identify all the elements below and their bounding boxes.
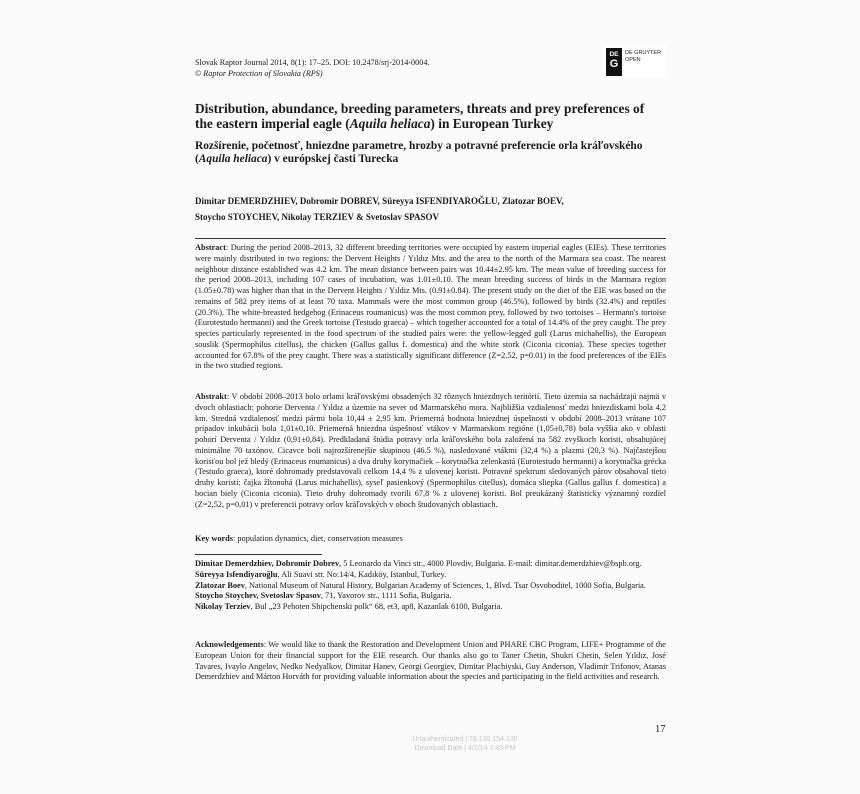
abstract-divider <box>195 238 666 239</box>
footnote-divider <box>195 554 322 555</box>
logo-text-open: OPEN <box>625 57 641 63</box>
article-title-slovak <box>195 140 665 166</box>
journal-citation: Slovak Raptor Journal 2014, 8(1): 17–25. DOI: 10.2478/srj-2014-0004. <box>195 58 430 67</box>
contact-name: Dimitar Demerdzhiev, Dobromir Dobrev <box>195 559 340 568</box>
author-list <box>195 193 665 225</box>
contact-entry <box>195 581 666 592</box>
title-sk-part2: ) v európskej časti Turecka <box>267 153 399 165</box>
download-watermark <box>380 735 550 753</box>
watermark-line-1: Unauthenticated | 78.130.154.130 <box>412 736 518 743</box>
title-sk-part1: Rozšírenie, početnosť, hniezdne parametre, hrozby a potravné preferencie orla kráľovského ( <box>195 140 643 165</box>
contact-address: , Bul „23 Pehoten Shipchenski polk“ 68, et3, ap8, Kazanlak 6100, Bulgaria. <box>250 602 503 611</box>
publisher-logo-text <box>625 50 661 64</box>
contact-entry <box>195 559 666 570</box>
abstract-sk-text: : V období 2008–2013 bolo orlami kráľovskými obsadených 32 rôznych hniezdnych teritórií. Tieto územia sa nachádzajú najmä v dvoch oblastiach: pohorie Derventa / Yıldız a územie na sever od Marmarského mora. Najbližšia vzdialenosť medzi hniezdiskami bola 4,2 km. Stredná vzdialenosť medzi pármi bola 10,44 ± 2,95 km. Priemerná hodnota hniezdnej úspešnosti v období 2008–2013 vrátane 107 prípadov inkubácii bola 1,01±0,10. Priemerná hniezdna úspešnosť vtákov v Marmarskom regióne (1,05±0,78) bola vyššia ako v oblasti pohorí Derventa / Yıldız (0,91±0,84). Predkladaná štúdia potravy orla kráľovského bola založená na 582 zvyškoch koristi, obsahujúcej minimálne 70 taxónov. Cicavce boli najrozšírenejšie skupinou (46.5 %), nasledované vtákmi (32,4 %) a plazmi (20,3 %). Najčastejšou korisťou bol jež bledý (Erinaceus roumanicus) a dva druhy korytnačiek – korytnačka zelenkastá (Eurotestudo hermanni) a korytnačka grécka (Testudo graeca), ktoré dohromady predstavovali celkom 14,4 % z ulovenej koristi. Potravné spektrum sledovaných párov obsahoval tieto druhy koristi: čajka žltonohá (Larus michahellis), syseľ pasienkový (Spermophilus citellus), domáca sliepka (Gallus gallus f. domestica) a bocian biely (Ciconia ciconia). Tieto druhy dohromady tvorili 67,8 % z ulovenej koristi. Bol preukázaný štatisticky významný rozdiel (Z=2,52, p=0,01) v preferencii potravy orlov kráľovských v oboch študovaných oblastiach. <box>195 392 666 509</box>
contact-address: , 5 Leonardo da Vinci str., 4000 Plovdiv, Bulgaria. E-mail: dimitar.demerdzhiev@bspb.org. <box>339 559 642 568</box>
journal-header <box>195 58 429 79</box>
publisher-logo <box>604 46 666 78</box>
contact-entry <box>195 591 666 602</box>
article-title-english <box>195 101 665 131</box>
contact-address: , National Museum of Natural History, Bulgarian Academy of Sciences, 1, Blvd. Tsar Osvoboditel, 1000 Sofia, Bulgaria. <box>244 580 646 590</box>
contact-name: Süreyya Isfendiyaroğlu <box>195 569 278 579</box>
logo-mark-top: DE <box>609 51 619 58</box>
authors-line-2: Stoycho STOYCHEV, Nikolay TERZIEV & Svetoslav SPASOV <box>195 212 439 222</box>
keywords-label: Key words <box>195 534 234 543</box>
acknowledgements-text: : We would like to thank the Restoration and Development Union and PHARE CBC Program, LIFE+ Programme of the European Union for their financial support for the EIE research. Our thanks also go to Taner Chetin, Shukri Chetin, Selen Yıldız, José Tavares, Ivaylo Angelov, Nedko Nedyalkov, Dimitar Hanev, Georgi Georgiev, Dimitar Plachiyski, Guy Anderson, Vladimir Trifonov, Atanas Demerdzhiev and Márton Horváth for providing valuable information about the species and participating in the field activities and research. <box>195 640 666 682</box>
publisher-logo-mark <box>606 48 622 76</box>
contact-name: Stoycho Stoychev, Svetoslav Spasov <box>195 591 321 601</box>
contact-address: , 71, Yavorov str., 1111 Sofia, Bulgaria. <box>320 591 452 601</box>
watermark-line-2: Download Date | 4/1/14 7:43 PM <box>414 745 516 752</box>
keywords-text: : population dynamics, diet, conservation measures <box>233 534 403 543</box>
contact-entry <box>195 602 666 613</box>
author-contacts <box>195 559 666 613</box>
abstract-slovak <box>195 392 666 510</box>
authors-line-1: Dimitar DEMERDZHIEV, Dobromir DOBREV, Süreyya ISFENDIYAROĞLU, Zlatozar BOEV, <box>195 196 564 206</box>
keywords <box>195 534 666 545</box>
logo-mark-bottom: G <box>609 58 619 70</box>
contact-name: Zlatozar Boev <box>195 580 245 590</box>
abstract-en-text: : During the period 2008–2013, 32 different breeding territories were occupied by eastern imperial eagles (EIEs). These territories were mainly distributed in two regions: the Dervent Heights / Yıldız Mts. and the area to the north of the Marmara sea coast. The nearest neighbour distance established was 4.2 km. The mean distance between pairs was 10.44±2.95 km. The mean value of breeding success for the period 2008–2013, including 107 cases of incubation, was 1.01±0.10. The mean breeding success of birds in the Marmara region (1.05±0.78) was higher than that in the Dervent Heights / Yıldız Mts. (0.91±0.84). The present study on the diet of the EIE was based on the remains of 582 prey items of at least 70 taxa. Mammals were the most common group (46.5%), followed by birds (32.4%) and reptiles (20.3%). The white-breasted hedgehog (Erinaceus roumanicus) was the most common prey, followed by two tortoises – Hermann's tortoise (Eurotestudo hermanni) and the Greek tortoise (Testudo graeca) – which together accounted for a total of 14.4% of the prey caught. The prey species particularly represented in the food spectrum of the studied pairs were: the yellow-legged gull (Larus michahellis), the European souslik (Spermophilus citellus), the chicken (Gallus gallus f. domestica) and the white stork (Ciconia ciconia). These species together accounted for 67.8% of the prey caught. There was a statistically significant difference (Z=2.52, p=0.01) in the food preferences of the EIEs in the two studied regions. <box>195 243 666 371</box>
contact-address: , Ali Suavi str. No:14/4, Kadıköy, Istanbul, Turkey. <box>277 569 447 579</box>
title-en-part2: ) in European Turkey <box>430 116 554 131</box>
abstract-sk-label: Abstrakt <box>195 392 227 401</box>
acknowledgements <box>195 640 666 683</box>
logo-text-name: DE GRUYTER <box>625 50 662 56</box>
title-sk-species: Aquila heliaca <box>198 153 268 165</box>
contact-name: Nikolay Terziev <box>195 602 251 611</box>
title-en-part1: Distribution, abundance, breeding parameters, threats and prey preferences of the eastern imperial eagle ( <box>195 101 645 131</box>
journal-copyright: © Raptor Protection of Slovakia (RPS) <box>195 68 323 78</box>
page-number: 17 <box>655 724 666 735</box>
abstract-en-label: Abstract <box>195 243 226 252</box>
title-en-species: Aquila heliaca <box>349 116 431 131</box>
acknowledgements-label: Acknowledgements <box>195 640 264 649</box>
abstract-english <box>195 243 666 372</box>
contact-entry <box>195 570 666 581</box>
